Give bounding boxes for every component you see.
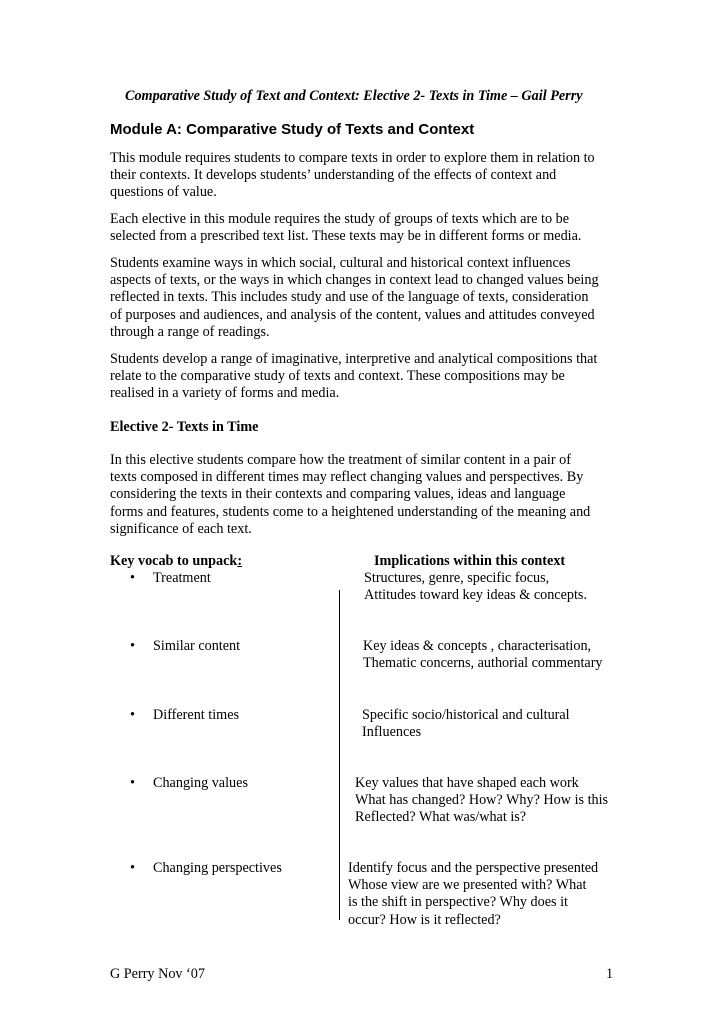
vocab-item-treatment <box>130 570 211 587</box>
implication-line: Influences <box>362 724 422 741</box>
vocab-item-similar-content <box>130 638 240 655</box>
vocab-term: Different times <box>153 707 240 723</box>
paragraph-line: their contexts. It develops students’ understanding of the effects of context and <box>110 167 557 184</box>
paragraph-line: selected from a prescribed text list. These texts may be in different forms or media. <box>110 228 582 245</box>
implication-line: is the shift in perspective? Why does it <box>348 894 568 911</box>
paragraph-line: through a range of readings. <box>110 323 270 340</box>
implication-changing-values <box>355 775 608 827</box>
paragraph-line: reflected in texts. This includes study and use of the language of texts, consideration <box>110 289 589 306</box>
paragraph-line: significance of each text. <box>110 520 252 537</box>
bullet-icon: • <box>130 860 135 876</box>
implications-column-heading: Implications within this context <box>374 553 566 569</box>
bullet-icon: • <box>130 707 135 723</box>
implication-line: Key values that have shaped each work <box>355 775 579 791</box>
vocab-column-heading <box>110 553 242 570</box>
implication-line: Thematic concerns, authorial commentary <box>363 655 603 672</box>
elective-paragraph <box>110 452 630 538</box>
module-paragraph-3 <box>110 255 630 341</box>
paragraph-line: aspects of texts, or the ways in which changes in context lead to changed values being <box>110 272 599 289</box>
footer-author-date: G Perry Nov ‘07 <box>110 966 205 982</box>
column-divider <box>339 590 340 920</box>
paragraph-line: texts composed in different times may reflect changing values and perspectives. By <box>110 469 584 486</box>
implication-line: Whose view are we presented with? What <box>348 877 587 894</box>
paragraph-line: realised in a variety of forms and media. <box>110 385 340 402</box>
implication-line: Attitudes toward key ideas & concepts. <box>364 587 588 604</box>
footer-page-number: 1 <box>606 966 614 982</box>
implication-similar-content <box>363 638 603 672</box>
bullet-icon: • <box>130 638 135 654</box>
elective-heading: Elective 2- Texts in Time <box>110 419 259 435</box>
vocab-term: Changing perspectives <box>153 860 282 876</box>
module-paragraph-1 <box>110 150 630 202</box>
vocab-item-changing-values <box>130 775 248 792</box>
paragraph-line: of purposes and audiences, and analysis of the content, values and attitudes conveyed <box>110 306 595 323</box>
paragraph-line: forms and features, students come to a heightened understanding of the meaning and <box>110 503 591 520</box>
implication-changing-perspectives <box>348 860 598 929</box>
module-paragraph-4 <box>110 351 630 403</box>
module-paragraph-2 <box>110 211 630 245</box>
vocab-item-changing-perspectives <box>130 860 282 877</box>
implication-treatment <box>364 570 587 604</box>
bullet-icon: • <box>130 570 135 586</box>
paragraph-line: questions of value. <box>110 184 217 201</box>
vocab-heading-text: Key vocab to unpack <box>110 553 238 569</box>
implication-line: Structures, genre, specific focus, <box>364 570 550 586</box>
paragraph-line: Each elective in this module requires the study of groups of texts which are to be <box>110 211 569 227</box>
vocab-item-different-times <box>130 707 239 724</box>
implication-line: Key ideas & concepts , characterisation, <box>363 638 592 654</box>
bullet-icon: • <box>130 775 135 791</box>
implication-line: Specific socio/historical and cultural <box>362 707 570 723</box>
implication-line: Reflected? What was/what is? <box>355 809 527 826</box>
paragraph-line: relate to the comparative study of texts and context. These compositions may be <box>110 368 565 385</box>
paragraph-line: In this elective students compare how the treatment of similar content in a pair of <box>110 452 571 468</box>
implication-line: Identify focus and the perspective presented <box>348 860 599 876</box>
implication-line: occur? How is it reflected? <box>348 911 501 928</box>
paragraph-line: Students develop a range of imaginative, interpretive and analytical compositions that <box>110 351 598 367</box>
implication-different-times <box>362 707 570 741</box>
vocab-term: Treatment <box>153 570 211 586</box>
document-title: Comparative Study of Text and Context: Elective 2- Texts in Time – Gail Perry <box>125 88 583 104</box>
paragraph-line: This module requires students to compare texts in order to explore them in relation to <box>110 150 595 166</box>
module-heading: Module A: Comparative Study of Texts and Context <box>110 121 475 138</box>
vocab-heading-colon: : <box>237 553 243 569</box>
vocab-term: Similar content <box>153 638 241 654</box>
vocab-term: Changing values <box>153 775 248 791</box>
paragraph-line: Students examine ways in which social, cultural and historical context influences <box>110 255 571 271</box>
paragraph-line: considering the texts in their contexts and comparing values, ideas and language <box>110 486 566 503</box>
implication-line: What has changed? How? Why? How is this <box>355 792 609 809</box>
